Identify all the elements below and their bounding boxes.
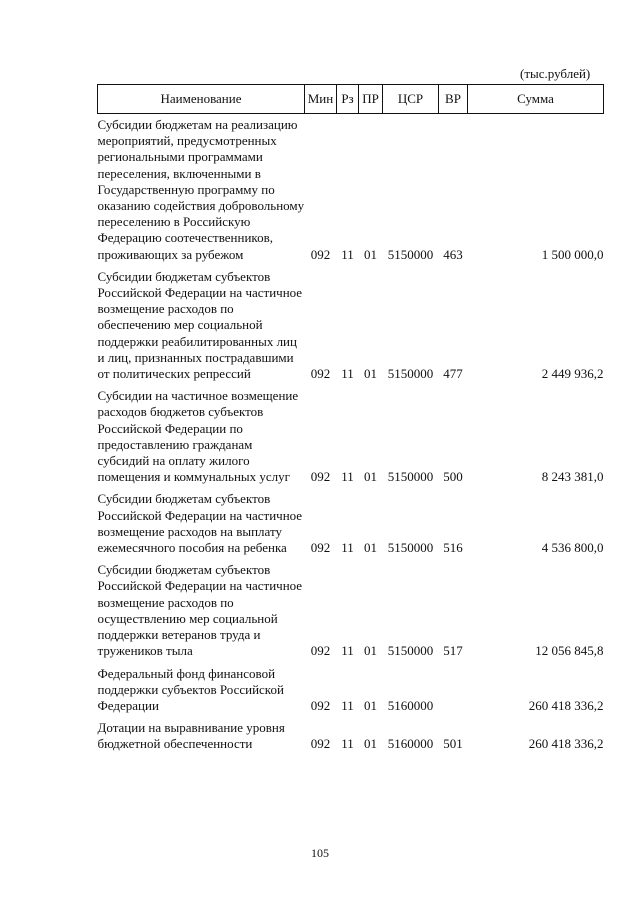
row-name: Субсидии бюджетам субъектов Российской Федерации на частичное возмещение расходов на выплату ежемесячного пособия на ребенка: [97, 491, 303, 556]
header-pr: ПР: [359, 85, 383, 114]
row-name: Субсидии на частичное возмещение расходов бюджетов субъектов Российской Федерации по предоставлению гражданам субсидий на оплату жилого помещения и коммунальных услуг: [97, 388, 299, 485]
row-pr: 01: [364, 643, 377, 659]
row-sum: 2 449 936,2: [541, 366, 604, 382]
header-csr: ЦСР: [383, 85, 439, 114]
table-row: [98, 114, 604, 266]
row-min: 092: [310, 540, 331, 556]
row-name: Федеральный фонд финансовой поддержки субъектов Российской Федерации: [97, 665, 284, 713]
table-row: [98, 717, 604, 755]
budget-table: [97, 84, 604, 756]
row-min: 092: [310, 366, 331, 382]
row-csr: 5150000: [387, 643, 434, 659]
header-rz: Рз: [337, 85, 359, 114]
row-name: Субсидии бюджетам субъектов Российской Федерации на частичное возмещение расходов по осуществлению мер социальной поддержки ветеранов труда и тружеников тыла: [97, 562, 303, 659]
table-row: [98, 663, 604, 718]
row-min: 092: [310, 469, 331, 485]
row-pr: 01: [364, 736, 377, 752]
row-csr: 5150000: [387, 540, 434, 556]
row-rz: 11: [341, 366, 354, 382]
row-sum: 8 243 381,0: [541, 469, 604, 485]
row-name: Субсидии бюджетам на реализацию мероприятий, предусмотренных региональными программами переселения, включенными в Государственную программу по оказанию содействия добровольному переселению в Российскую Федерацию соотечественников, проживающих за рубежом: [97, 117, 305, 262]
table-row: [98, 385, 604, 488]
row-vr: 517: [443, 643, 463, 659]
table-row: [98, 488, 604, 559]
row-csr: 5150000: [387, 469, 434, 485]
row-csr: 5160000: [387, 736, 434, 752]
row-vr: 463: [443, 246, 463, 262]
row-csr: 5150000: [387, 366, 434, 382]
row-pr: 01: [364, 469, 377, 485]
row-pr: 01: [364, 366, 377, 382]
row-csr: 5150000: [387, 246, 434, 262]
row-vr: 500: [443, 469, 463, 485]
row-sum: 260 418 336,2: [528, 697, 604, 713]
header-vr: ВР: [439, 85, 468, 114]
unit-label: (тыс.рублей): [520, 66, 591, 81]
row-rz: 11: [341, 643, 354, 659]
header-name: Наименование: [98, 85, 305, 114]
row-rz: 11: [341, 697, 354, 713]
row-rz: 11: [341, 246, 354, 262]
row-min: 092: [310, 246, 331, 262]
row-pr: 01: [364, 246, 377, 262]
row-rz: 11: [341, 736, 354, 752]
row-min: 092: [310, 697, 331, 713]
header-sum: Сумма: [468, 85, 604, 114]
row-rz: 11: [341, 540, 354, 556]
row-pr: 01: [364, 540, 377, 556]
page-number: 105: [311, 846, 329, 860]
row-csr: 5160000: [387, 697, 434, 713]
row-sum: 260 418 336,2: [528, 736, 604, 752]
table-row: [98, 266, 604, 385]
table-header-row: [98, 85, 604, 114]
row-name: Дотации на выравнивание уровня бюджетной обеспеченности: [97, 720, 285, 752]
row-pr: 01: [364, 697, 377, 713]
row-min: 092: [310, 736, 331, 752]
row-vr: 516: [443, 540, 463, 556]
row-vr: 501: [443, 736, 463, 752]
row-sum: 12 056 845,8: [535, 643, 604, 659]
row-min: 092: [310, 643, 331, 659]
row-rz: 11: [341, 469, 354, 485]
row-vr: 477: [443, 366, 463, 382]
table-row: [98, 559, 604, 662]
header-min: Мин: [305, 85, 337, 114]
row-sum: 4 536 800,0: [541, 540, 604, 556]
row-sum: 1 500 000,0: [541, 246, 604, 262]
row-name: Субсидии бюджетам субъектов Российской Федерации на частичное возмещение расходов по обеспечению мер социальной поддержки реабилитированных лиц и лиц, признанных пострадавшими от политических репрессий: [97, 268, 303, 382]
row-vr: [439, 663, 468, 718]
